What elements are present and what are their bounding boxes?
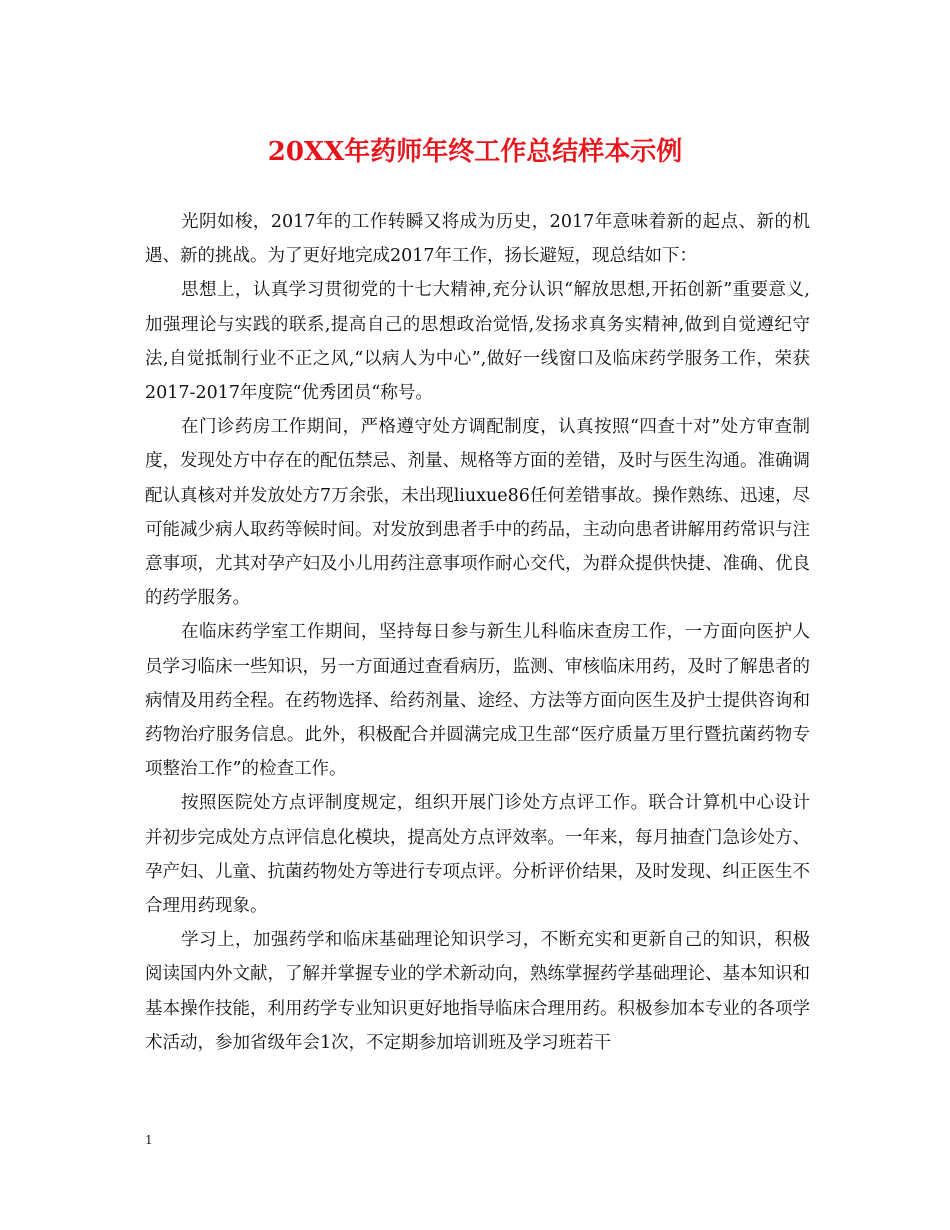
paragraph-prescription-review: 按照医院处方点评制度规定，组织开展门诊处方点评工作。联合计算机中心设计并初步完成处方点评信息化模块，提高处方点评效率。一年来，每月抽查门急诊处方、孕产妇、儿童、抗菌药物处方等进行专项点评。分析评价结果，及时发现、纠正医生不合理用药现象。 (145, 793, 810, 917)
document-title: 20XX年药师年终工作总结样本示例 (267, 137, 683, 167)
paragraph-intro: 光阴如梭，2017年的工作转瞬又将成为历史，2017年意味着新的起点、新的机遇、新的挑战。为了更好地完成2017年工作，扬长避短，现总结如下： (145, 212, 810, 267)
paragraph-study: 学习上，加强药学和临床基础理论知识学习，不断充实和更新自己的知识，积极阅读国内外文献，了解并掌握专业的学术新动向，熟练掌握药学基础理论、基本知识和基本操作技能，利用药学专业知识更好地指导临床合理用药。积极参加本专业的各项学术活动，参加省级年会1次，不定期参加培训班及学习班若干 (145, 930, 810, 1053)
document-body (145, 205, 810, 1060)
paragraph-clinical-pharmacy: 在临床药学室工作期间，坚持每日参与新生儿科临床查房工作，一方面向医护人员学习临床一些知识，另一方面通过查看病历，监测、审核临床用药，及时了解患者的病情及用药全程。在药物选择、给药剂量、途经、方法等方面向医生及护士提供咨询和药物治疗服务信息。此外，积极配合并圆满完成卫生部“医疗质量万里行暨抗菌药物专项整治工作”的检查工作。 (145, 622, 810, 780)
paragraph-ideology: 思想上，认真学习贯彻党的十七大精神,充分认识“解放思想,开拓创新”重要意义,加强理论与实践的联系,提高自己的思想政治觉悟,发扬求真务实精神,做到自觉遵纪守法,自觉抵制行业不正之风,“以病人为中心”,做好一线窗口及临床药学服务工作，荣获2017-2017年度院“优秀团员“称号。 (145, 280, 810, 404)
paragraph-outpatient-pharmacy: 在门诊药房工作期间，严格遵守处方调配制度，认真按照“四查十对”处方审查制度，发现处方中存在的配伍禁忌、剂量、规格等方面的差错，及时与医生沟通。准确调配认真核对并发放处方7万余张，未出现liuxue86任何差错事故。操作熟练、迅速，尽可能减少病人取药等候时间。对发放到患者手中的药品，主动向患者讲解用药常识与注意事项，尤其对孕产妇及小儿用药注意事项作耐心交代，为群众提供快捷、准确、优良的药学服务。 (145, 417, 810, 609)
page-number: 1 (145, 1133, 153, 1147)
